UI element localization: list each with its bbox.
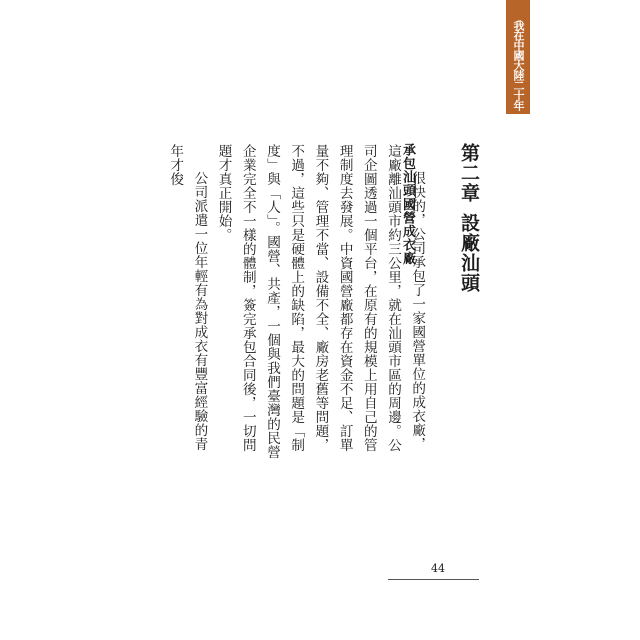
chapter-number: 第二章 xyxy=(458,143,480,203)
body-paragraph: 很快的，公司承包了一家國營單位的成衣廠，這廠離汕頭市約三公里，就在汕頭市區的周邊。公司企圖透過一個平台，在原有的規模上用自己的管理制度去發展。中資國營廠都存在資金不足、訂單量不夠、管理不當、設備不全、廠房老舊等問題，不過，這些只是硬體上的缺陷，最大的問題是「制度」與「人」。國營、共產，一個與我們臺灣的民營企業完全不一樣的體制，簽完承包合同後，一切問題才真正開始。 xyxy=(215,144,426,460)
running-header-title: 我在中國大陸二十年 xyxy=(512,20,525,110)
body-paragraph: 公司派遣一位年輕有為對成衣有豐富經驗的青年才俊 xyxy=(167,144,208,452)
page-number-rule xyxy=(388,579,479,580)
body-text xyxy=(163,144,429,464)
chapter-heading xyxy=(456,143,482,293)
chapter-title: 設廠汕頭 xyxy=(458,213,480,293)
section-title: 承包汕頭國營成衣廠 xyxy=(400,143,415,266)
running-header-tab xyxy=(506,0,530,114)
page-number: 44 xyxy=(431,562,445,575)
